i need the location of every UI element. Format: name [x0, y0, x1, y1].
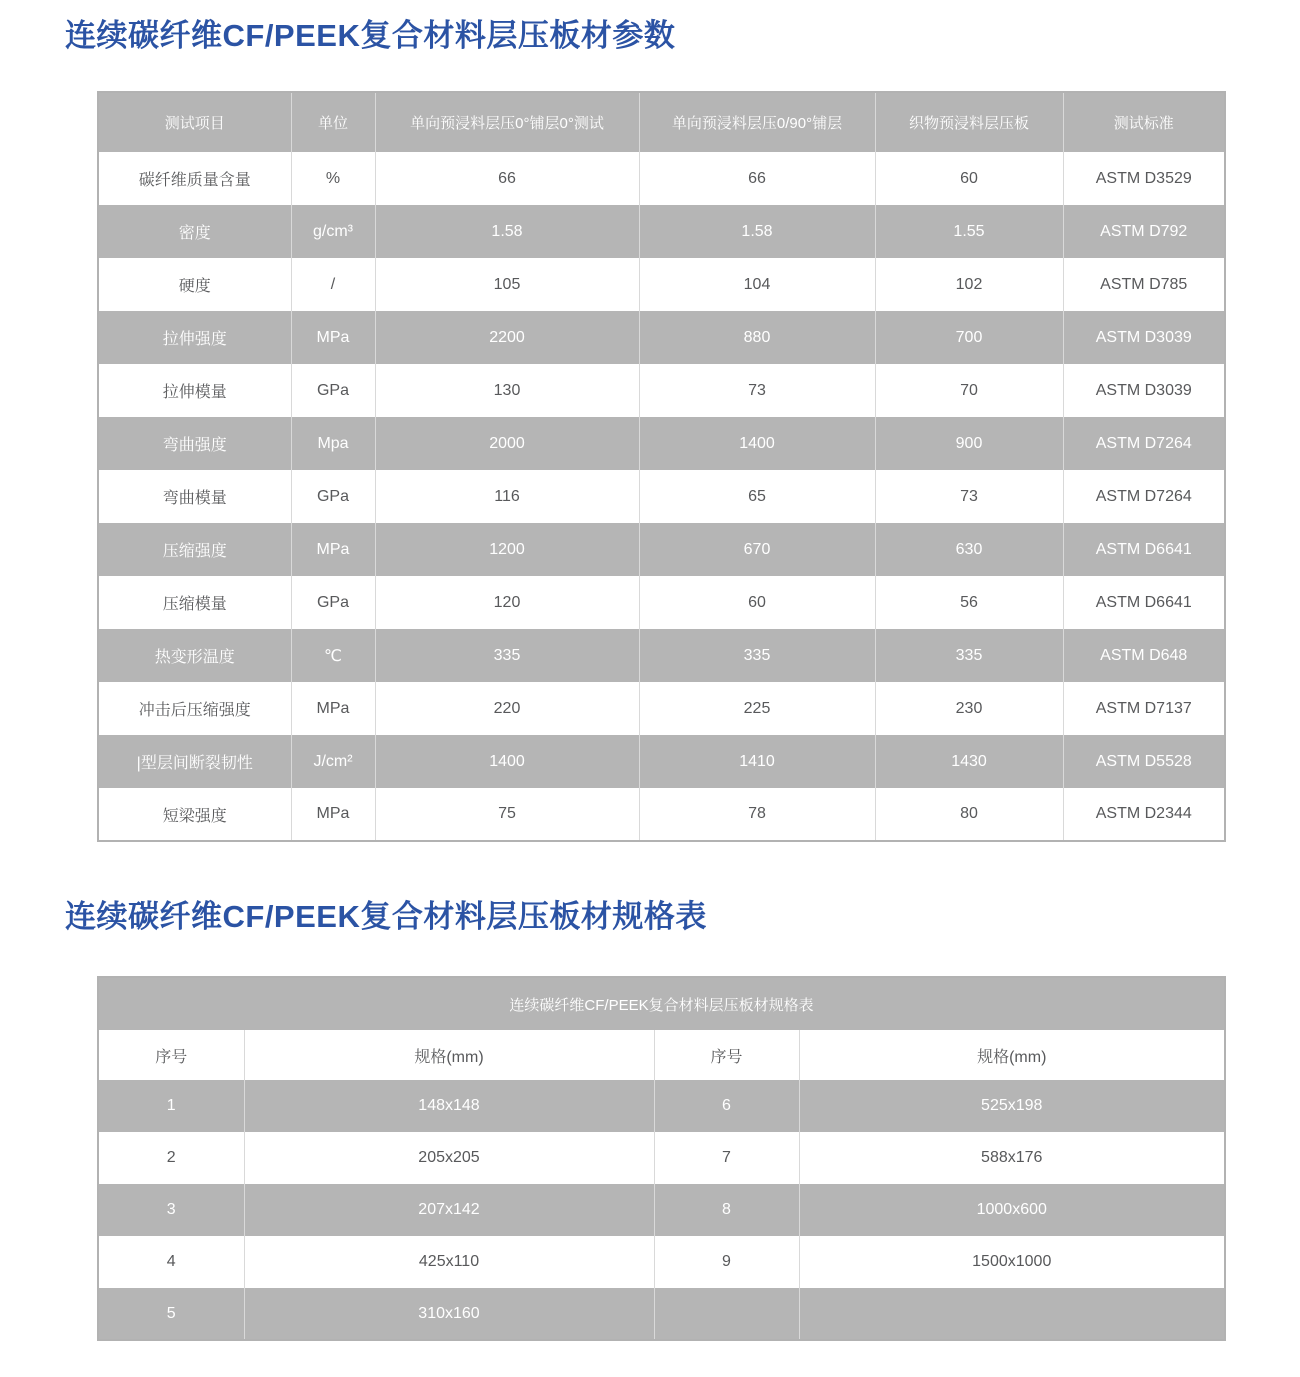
table-cell: Mpa — [291, 417, 375, 470]
table-cell: 120 — [375, 576, 639, 629]
table-cell: 硬度 — [178, 278, 211, 295]
table-cell: 105 — [375, 258, 639, 311]
table-header-cell: 单向预浸料层压0°铺层0°测试 — [375, 92, 639, 152]
table-cell: ASTM D3039 — [1063, 311, 1225, 364]
table-cell: ASTM D792 — [1063, 205, 1225, 258]
table-row — [98, 258, 1225, 311]
table-cell: GPa — [291, 364, 375, 417]
table-cell: 335 — [375, 629, 639, 682]
table-row — [98, 152, 1225, 205]
table-cell: 密度 — [178, 225, 211, 242]
table-cell: 75 — [375, 788, 639, 841]
table-cell: 230 — [875, 682, 1063, 735]
table-header-cell: 规格(mm) — [799, 1030, 1225, 1080]
table-cell: 1400 — [375, 735, 639, 788]
table-row — [98, 1288, 1225, 1340]
spec-table-head — [98, 977, 1225, 1080]
table-cell: ASTM D3529 — [1063, 152, 1225, 205]
section-title-specs: 连续碳纤维CF/PEEK复合材料层压板材规格表 — [65, 899, 707, 934]
table-cell: 1.58 — [639, 205, 875, 258]
table-cell: 65 — [639, 470, 875, 523]
table-cell: 1 — [166, 1097, 176, 1114]
table-cell: 425x110 — [244, 1236, 654, 1288]
table-cell: MPa — [291, 788, 375, 841]
table-header-cell: 单向预浸料层压0/90°铺层 — [639, 92, 875, 152]
table-cell: 1200 — [375, 523, 639, 576]
table-cell: 1000x600 — [799, 1184, 1225, 1236]
table-cell: 3 — [166, 1201, 176, 1218]
table-cell: 207x142 — [244, 1184, 654, 1236]
spec-table-body — [98, 1080, 1225, 1340]
table-cell — [799, 1288, 1225, 1340]
table-row — [98, 311, 1225, 364]
table-cell: 压缩强度 — [162, 543, 227, 560]
table-row — [98, 1132, 1225, 1184]
spec-table — [97, 976, 1226, 1341]
table-cell: 66 — [375, 152, 639, 205]
table-cell: ASTM D7264 — [1063, 417, 1225, 470]
table-cell: 588x176 — [799, 1132, 1225, 1184]
table-header-cell: 单位 — [291, 92, 375, 152]
table-cell: 短梁强度 — [162, 807, 227, 825]
table-row — [98, 1236, 1225, 1288]
table-header-cell: 织物预浸料层压板 — [875, 92, 1063, 152]
table-cell: 2000 — [375, 417, 639, 470]
table-cell: 78 — [639, 788, 875, 841]
table-header-cell: 规格(mm) — [244, 1030, 654, 1080]
spec-table-caption: 连续碳纤维CF/PEEK复合材料层压板材规格表 — [509, 996, 814, 1014]
table-row — [98, 1184, 1225, 1236]
table-cell: 1430 — [875, 735, 1063, 788]
table-cell: 900 — [875, 417, 1063, 470]
params-table — [97, 91, 1226, 842]
table-header-cell: 序号 — [654, 1030, 799, 1080]
table-cell: 5 — [166, 1304, 176, 1322]
table-cell: MPa — [291, 682, 375, 735]
table-header-cell: 序号 — [155, 1048, 188, 1066]
table-cell: 335 — [875, 629, 1063, 682]
table-cell: 拉伸强度 — [162, 331, 227, 348]
table-cell: 1410 — [639, 735, 875, 788]
table-row — [98, 576, 1225, 629]
table-cell — [654, 1288, 799, 1340]
table-row — [98, 470, 1225, 523]
table-cell: ASTM D7137 — [1063, 682, 1225, 735]
table-cell: / — [291, 258, 375, 311]
table-cell: ℃ — [291, 629, 375, 682]
table-header-cell: 测试标准 — [1063, 92, 1225, 152]
table-row — [98, 364, 1225, 417]
table-row — [98, 682, 1225, 735]
table-cell: 1400 — [639, 417, 875, 470]
table-cell: 66 — [639, 152, 875, 205]
table-cell: 弯曲强度 — [162, 437, 227, 454]
table-row — [98, 735, 1225, 788]
table-cell: 2200 — [375, 311, 639, 364]
table-cell: 碳纤维质量含量 — [138, 172, 251, 189]
table-row — [98, 1080, 1225, 1132]
table-cell: 6 — [654, 1080, 799, 1132]
table-cell: 73 — [639, 364, 875, 417]
table-cell: ASTM D648 — [1063, 629, 1225, 682]
table-row — [98, 523, 1225, 576]
table-cell: 70 — [875, 364, 1063, 417]
table-cell: 310x160 — [244, 1288, 654, 1340]
table-cell: % — [291, 152, 375, 205]
table-row — [98, 417, 1225, 470]
table-row — [98, 205, 1225, 258]
table-cell: ASTM D6641 — [1063, 523, 1225, 576]
table-cell: 1.58 — [375, 205, 639, 258]
params-table-body — [98, 152, 1225, 841]
table-cell: 60 — [875, 152, 1063, 205]
table-row — [98, 629, 1225, 682]
section-title-params: 连续碳纤维CF/PEEK复合材料层压板材参数 — [65, 18, 676, 53]
table-cell: ASTM D7264 — [1063, 470, 1225, 523]
table-cell: ASTM D3039 — [1063, 364, 1225, 417]
table-header-cell: 测试项目 — [164, 115, 225, 132]
table-cell: 80 — [875, 788, 1063, 841]
table-cell: 1.55 — [875, 205, 1063, 258]
table-cell: 335 — [639, 629, 875, 682]
table-cell: 压缩模量 — [162, 596, 227, 613]
table-cell: 670 — [639, 523, 875, 576]
table-cell: 8 — [654, 1184, 799, 1236]
table-header-row — [98, 1030, 1225, 1080]
table-cell: 弯曲模量 — [162, 490, 227, 507]
table-cell: 205x205 — [244, 1132, 654, 1184]
table-cell: g/cm³ — [291, 205, 375, 258]
table-cell: 225 — [639, 682, 875, 735]
table-header-row — [98, 92, 1225, 152]
table-cell: 7 — [654, 1132, 799, 1184]
table-cell: 700 — [875, 311, 1063, 364]
table-cell: 525x198 — [799, 1080, 1225, 1132]
table-cell: 热变形温度 — [154, 649, 235, 666]
table-cell: GPa — [291, 576, 375, 629]
table-cell: 9 — [654, 1236, 799, 1288]
table-cell: 56 — [875, 576, 1063, 629]
table-cell: 4 — [166, 1253, 176, 1270]
table-row — [98, 788, 1225, 841]
table-cell: 拉伸模量 — [162, 384, 227, 401]
table-cell: ASTM D785 — [1063, 258, 1225, 311]
table-cell: 130 — [375, 364, 639, 417]
table-cell: 102 — [875, 258, 1063, 311]
table-cell: 148x148 — [244, 1080, 654, 1132]
table-cell: MPa — [291, 311, 375, 364]
table-cell: 630 — [875, 523, 1063, 576]
table-cell: 116 — [375, 470, 639, 523]
table-cell: GPa — [291, 470, 375, 523]
table-cell: MPa — [291, 523, 375, 576]
table-cell: ASTM D2344 — [1063, 788, 1225, 841]
params-table-head — [98, 92, 1225, 152]
table-cell: 2 — [166, 1149, 176, 1166]
table-cell: |型层间断裂韧性 — [136, 755, 253, 772]
table-cell: ASTM D5528 — [1063, 735, 1225, 788]
table-cell: J/cm² — [291, 735, 375, 788]
table-cell: 73 — [875, 470, 1063, 523]
spec-table-caption-row — [98, 977, 1225, 1030]
table-cell: 880 — [639, 311, 875, 364]
table-cell: 220 — [375, 682, 639, 735]
table-cell: ASTM D6641 — [1063, 576, 1225, 629]
table-cell: 104 — [639, 258, 875, 311]
table-cell: 1500x1000 — [799, 1236, 1225, 1288]
table-cell: 60 — [639, 576, 875, 629]
table-cell: 冲击后压缩强度 — [138, 702, 251, 719]
